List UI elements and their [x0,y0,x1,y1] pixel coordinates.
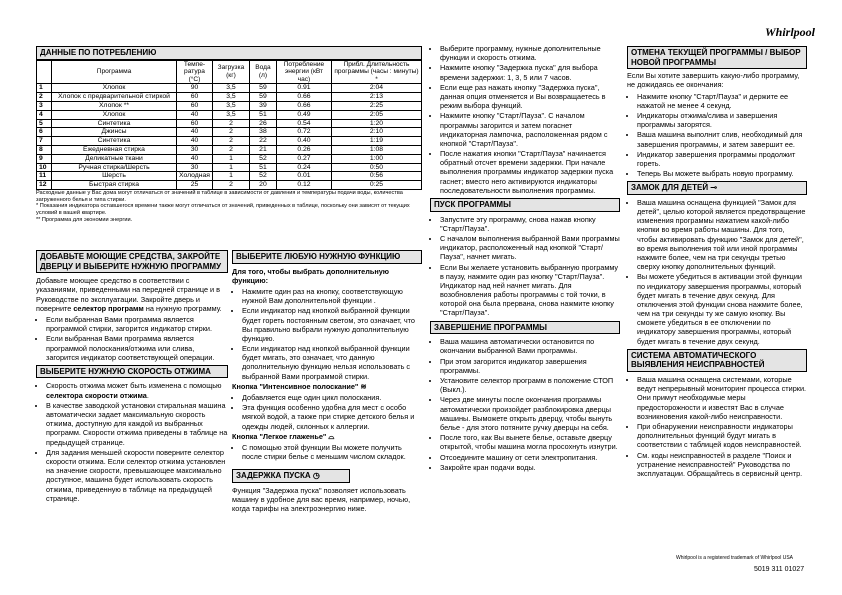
intensive-list [232,393,422,431]
program-name: Хлопок [52,110,177,119]
options-title: ВЫБЕРИТЕ ЛЮБУЮ НУЖНУЮ ФУНКЦИЮ [232,250,422,264]
table-cell: 60 [177,119,213,128]
table-cell: 2 [212,128,249,137]
list-item: • Индикаторы отжима/слива и завершения программы загорятся. [637,111,807,129]
row-number: 11 [37,172,52,181]
col-header: Программа [52,60,177,84]
table-cell: 3,5 [212,93,249,102]
table-cell: 0.91 [276,84,331,93]
table-cell: 60 [177,93,213,102]
table-cell: 30 [177,146,213,155]
end-list [430,337,620,472]
table-cell: 20 [249,181,276,190]
row-number: 4 [37,110,52,119]
table-cell: 1:00 [331,154,421,163]
list-item: • Ваша машина оснащена системами, которые ведут непрерывный мониторинг процесса стирки. Они примут необходимые меры предосторожности и известят Вас в случае возникновения какой-либо неисправности. [637,375,807,421]
table-row [37,172,422,181]
list-item: • Скорость отжима может быть изменена с помощью селектора скорости отжима. [46,381,228,399]
program-name: Синтетика [52,137,177,146]
col-header: Загрузка (кг) [212,60,249,84]
list-item: • См. коды неисправностей в разделе "Поиск и устранение неисправностей" Руководства по эксплуатации. Обращайтесь в сервисный центр. [637,451,807,479]
spin-title: ВЫБЕРИТЕ НУЖНУЮ СКОРОСТЬ ОТЖИМА [36,365,228,379]
iron-list [232,443,422,461]
table-row [37,181,422,190]
list-item: • Индикатор завершения программы продолжит гореть. [637,150,807,168]
table-cell: 26 [249,119,276,128]
list-item: • Закройте кран подачи воды. [440,463,620,472]
list-item: • Установите селектор программ в положение СТОП (Выкл.). [440,376,620,394]
consumption-note: * Показания индикатора оставшегося времени также могут отличаться от значений, приведенных в таблице, поскольку они зависят от текущих условий в вашей квартире. [36,203,410,217]
program-name: Ежедневная стирка [52,146,177,155]
list-item: • Теперь Вы можете выбрать новую программу. [637,169,807,178]
list-item: • Ваша машина оснащена функцией "Замок для детей", целью которой является предотвращение изменения программы нажатием какой-либо кнопки во время работы машины. Для того, чтобы активировать функцию "Замок для детей", во время выполнения той или иной программы нажмите более, чем на три секунды третью сверху кнопку дополнительных функций. [637,198,807,272]
table-header-row [37,60,422,84]
table-cell: 0.12 [276,181,331,190]
options-list [232,287,422,381]
add-detergent-title: ДОБАВЬТЕ МОЮЩИЕ СРЕДСТВА, ЗАКРОЙТЕ ДВЕРЦУ И ВЫБЕРИТЕ НУЖНУЮ ПРОГРАММУ [36,250,228,273]
table-cell: 52 [249,154,276,163]
table-cell: 0.27 [276,154,331,163]
table-cell: 3,5 [212,84,249,93]
row-number: 1 [37,84,52,93]
end-title: ЗАВЕРШЕНИЕ ПРОГРАММЫ [430,321,620,335]
iron-icon: ⌓ [328,431,335,441]
row-number: 7 [37,137,52,146]
table-cell: 0:50 [331,163,421,172]
table-cell: 1:19 [331,137,421,146]
table-cell: 25 [177,181,213,190]
trademark-note: Whirlpool is a registered trademark of Whirlpool USA [676,555,793,561]
col-header: Прибл. Длительность программы (часы : минуты) * [331,60,421,84]
list-item: • Нажмите один раз на кнопку, соответствующую нужной Вам дополнительной функции . [242,287,422,305]
table-cell: 2 [212,137,249,146]
table-cell: 39 [249,101,276,110]
table-cell: 0.66 [276,101,331,110]
table-cell: 51 [249,110,276,119]
intensive-rinse-title: Кнопка "Интенсивное полоскание" ≋ [232,381,367,391]
table-row [37,119,422,128]
list-item: • После того, как Вы вынете белье, оставьте дверцу открытой, чтобы машина могла просохнуть изнутри. [440,433,620,451]
program-name: Шерсть [52,172,177,181]
table-row [37,93,422,102]
program-name: Хлопок [52,84,177,93]
col-header: Потребление энергии (кВт час) [276,60,331,84]
table-cell: 90 [177,84,213,93]
list-item: • Нажмите кнопку "Задержка пуска" для выбора времени задержки: 1, 3, 5 или 7 часов. [440,63,620,81]
list-item: • Нажмите кнопку "Старт/Пауза". С началом программы загорится и затем погаснет индикаторная лампочка, расположенная рядом с кнопкой "Старт/Пауза". [440,111,620,148]
table-cell: 40 [177,110,213,119]
table-cell: 0.72 [276,128,331,137]
table-cell: 3,5 [212,101,249,110]
table-cell: 2:25 [331,101,421,110]
table-cell: 2:04 [331,84,421,93]
table-cell: 2 [212,146,249,155]
col-header [37,60,52,84]
list-item: • Добавляется еще один цикл полоскания. [242,393,422,402]
child-lock-title: ЗАМОК ДЛЯ ДЕТЕЙ ⊸ [627,181,807,195]
row-number: 9 [37,154,52,163]
row-number: 3 [37,101,52,110]
table-cell: 0.66 [276,93,331,102]
spin-list [36,381,228,502]
program-name: Хлопок ** [52,101,177,110]
program-name: Джинсы [52,128,177,137]
table-cell: 2 [212,119,249,128]
table-cell: 2:13 [331,93,421,102]
list-item: • Если индикатор над кнопкой выбранной функции будет мигать, это означает, что данную дополнительную функцию нельзя использовать с выбранной Вами программой стирки. [242,344,422,381]
table-cell: 3,5 [212,110,249,119]
list-item: • При этом загорится индикатор завершения программы. [440,357,620,375]
consumption-table [36,60,422,190]
list-item: • Вы можете убедиться в активации этой функции по индикатору завершения программы, который будет мигать в течение двух секунд. Для отключения этой функции снова нажмите более, чем на три секунды ту же самую кнопку. Вы сможете убедиться в ее отключении по индикатору завершения программы, который будет мигать в течение двух секунд. [637,272,807,346]
row-number: 5 [37,119,52,128]
table-row [37,128,422,137]
table-cell: 30 [177,163,213,172]
brand-logo: Whirlpool [765,25,816,39]
list-item: • Отсоедините машину от сети электропитания. [440,453,620,462]
table-cell: 0.24 [276,163,331,172]
list-item: • Если индикатор над кнопкой выбранной функции будет гореть постоянным светом, это означает, что Вы правильно выбрали нужную дополнительную функцию. [242,306,422,343]
list-item: • С помощью этой функции Вы можете получить после стирки белье с меньшим числом складок. [242,443,422,461]
column-3 [430,44,620,473]
list-item: • При обнаружении неисправности индикаторы дополнительных функций будут мигать в соответствии с таблицей кодов неисправностей. [637,422,807,450]
key-icon: ⊸ [710,183,718,193]
list-item: • Если Вы желаете установить выбранную программу в паузу, нажмите один раз кнопку "Старт/Пауза". Индикатор над ней начнет мигать. Для возобновления работы программы с той точки, в которой она была прервана, снова нажмите кнопку "Старт/Пауза". [440,263,620,318]
easy-iron-title: Кнопка "Легкое глаженье" ⌓ [232,431,335,441]
row-number: 12 [37,181,52,190]
table-row [37,146,422,155]
add-detergent-text: Добавьте моющее средство в соответствии с указаниями, приведенными на передней странице и в Руководстве по эксплуатации. Закройте дверь и поверните селектор программ на нужную программу. [36,276,222,313]
table-cell: 1:20 [331,119,421,128]
table-cell: 2 [212,181,249,190]
table-cell: Холодная [177,172,213,181]
table-cell: 52 [249,172,276,181]
table-cell: 0.26 [276,146,331,155]
table-cell: 1 [212,154,249,163]
table-cell: 0.54 [276,119,331,128]
column-1 [36,46,422,224]
table-row [37,101,422,110]
column-4 [627,46,807,479]
delay-title: ЗАДЕРЖКА ПУСКА ◷ [232,469,350,483]
table-cell: 59 [249,93,276,102]
col-header: Вода (л) [249,60,276,84]
list-item: • В качестве заводской установки стиральная машина автоматически задает максимальную скорость отжима, доступную для каждой из выбранных программ. Скорости отжима приведены в таблице на предыдущей странице. [46,401,228,447]
table-cell: 22 [249,137,276,146]
table-cell: 1 [212,163,249,172]
list-item: • Эта функция особенно удобна для мест с особо мягкой водой, а также при стирке детского белья и одежды людей, склонных к аллергии. [242,403,422,431]
program-name: Ручная стирка/Шерсть [52,163,177,172]
table-row [37,137,422,146]
diag-title: СИСТЕМА АВТОМАТИЧЕСКОГО ВЫЯВЛЕНИЯ НЕИСПРАВНОСТЕЙ [627,349,807,372]
program-name: Быстрая стирка [52,181,177,190]
row-number: 8 [37,146,52,155]
col-header: Темпе-ратура (°C) [177,60,213,84]
row-number: 6 [37,128,52,137]
table-cell: 21 [249,146,276,155]
table-row [37,163,422,172]
table-cell: 60 [177,101,213,110]
consumption-note: Расходные данные у Вас дома могут отличаться от значений в таблице в зависимости от давления и температуры подачи воды, количества загруженного белья и типа стирки. [36,190,403,203]
child-lock-list [627,198,807,346]
table-row [37,154,422,163]
program-name: Деликатные ткани [52,154,177,163]
cancel-list [627,92,807,179]
table-cell: 2:10 [331,128,421,137]
table-cell: 1:08 [331,146,421,155]
program-name: Хлопок с предварительной стиркой [52,93,177,102]
consumption-note: ** Программа для экономии энергии. [36,216,133,223]
start-list [430,215,620,318]
consumption-title: ДАННЫЕ ПО ПОТРЕБЛЕНИЮ [36,46,422,60]
table-cell: 0.40 [276,137,331,146]
list-item: • Нажмите кнопку "Старт/Пауза" и держите ее нажатой не менее 4 секунд. [637,92,807,110]
clock-icon: ◷ [312,471,320,481]
list-item: • После нажатия кнопки "Старт/Пауза" начинается обратный отсчет времени задержки. При начале выполнения программы индикатор задержки пуска гаснет; вместо него активируются индикаторы последовательности выполнения программы. [440,149,620,195]
table-cell: 0:56 [331,172,421,181]
row-number: 10 [37,163,52,172]
list-item: • Если выбранная Вами программа является программой полоскания/отжима или слива, загорится индикатор соответствующей операции. [46,334,228,362]
table-cell: 40 [177,137,213,146]
table-cell: 40 [177,128,213,137]
list-item: • Ваша машина автоматически остановится по окончании выбранной Вами программы. [440,337,620,355]
table-row [37,84,422,93]
list-item: • Для задания меньшей скорости поверните селектор скорости отжима. Если селектор отжима установлен на значение скорости, превышающее максимально доступное, машина будет использовать скорость отжима, приведенную в таблице на предыдущей странице. [46,448,228,503]
diag-list [627,375,807,478]
column-2 [232,250,422,516]
cancel-text: Если Вы хотите завершить какую-либо программу, не дожидаясь ее окончания: [627,71,800,90]
list-item: • Если еще раз нажать кнопку "Задержка пуска", данная опция отменяется и Вы возвращаетесь в режим выбора функций. [440,83,620,111]
cancel-title: ОТМЕНА ТЕКУЩЕЙ ПРОГРАММЫ / ВЫБОР НОВОЙ ПРОГРАММЫ [627,46,807,69]
table-cell: 59 [249,84,276,93]
delay-list [430,44,620,195]
column-1-lower [36,250,228,504]
add-detergent-list [36,315,228,362]
start-title: ПУСК ПРОГРАММЫ [430,198,620,212]
table-row [37,110,422,119]
list-item: • Если выбранная Вами программа является программой стирки, загорится индикатор стирки. [46,315,228,333]
table-cell: 0:25 [331,181,421,190]
row-number: 2 [37,93,52,102]
table-cell: 40 [177,154,213,163]
table-cell: 0.01 [276,172,331,181]
document-code: 5019 311 01027 [754,566,805,573]
table-cell: 1 [212,172,249,181]
table-cell: 51 [249,163,276,172]
table-cell: 0.49 [276,110,331,119]
rinse-icon: ≋ [360,381,367,391]
list-item: • Ваша машина выполнит слив, необходимый для завершения программы, и затем завершит ее. [637,130,807,148]
table-cell: 38 [249,128,276,137]
options-subtitle: Для того, чтобы выбрать дополнительную функцию: [232,266,390,285]
delay-text: Функция "Задержка пуска" позволяет использовать машину в удобное для вас время, например, ночью, когда тарифы на электроэнергию ниже. [232,485,411,514]
list-item: • Запустите эту программу, снова нажав кнопку "Старт/Пауза". [440,215,620,233]
table-cell: 2:05 [331,110,421,119]
list-item: • С началом выполнения выбранной Вами программы индикатор, расположенный над кнопкой "Старт/Пауза", начнет мигать. [440,234,620,262]
list-item: • Через две минуты после окончания программы автоматически произойдет разблокировка дверцы машины. Выможете открыть дверцу, чтобы вынуть белье - для этого потяните ручку дверцы на себя. [440,395,620,432]
list-item: • Выберите программу, нужные дополнительные функции и скорость отжима. [440,44,620,62]
program-name: Синтетика [52,119,177,128]
